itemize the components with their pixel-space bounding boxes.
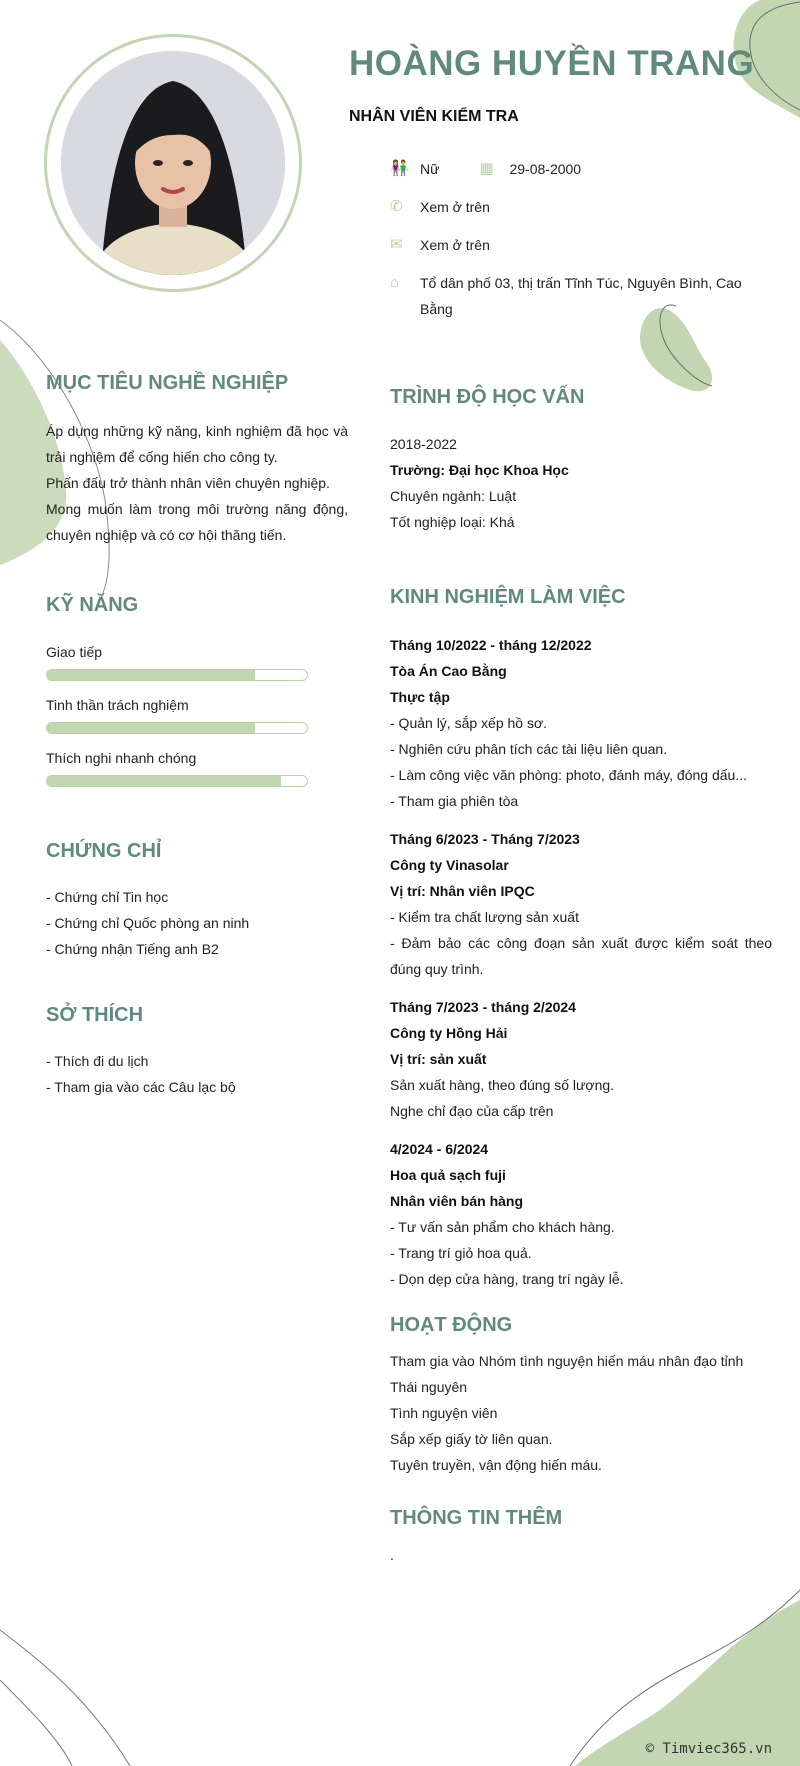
- activity-line: Sắp xếp giấy tờ liên quan.: [390, 1431, 553, 1447]
- job-detail: Nghe chỉ đạo của cấp trên: [390, 1103, 554, 1119]
- email-value: Xem ở trên: [420, 237, 490, 253]
- education-block: [390, 431, 772, 535]
- skill-bar: [46, 722, 308, 734]
- job-detail: - Kiểm tra chất lượng sản xuất: [390, 909, 579, 925]
- hobbies-list: [46, 1048, 348, 1100]
- job-period: Tháng 7/2023 - tháng 2/2024: [390, 999, 576, 1015]
- education-title: TRÌNH ĐỘ HỌC VẤN: [390, 386, 585, 408]
- skill-item: [46, 642, 308, 681]
- job-role: Nhân viên bán hàng: [390, 1193, 524, 1209]
- job-detail: Sản xuất hàng, theo đúng số lượng.: [390, 1077, 615, 1093]
- avatar-portrait-icon: [61, 51, 285, 275]
- calendar-icon: ▦: [479, 160, 494, 177]
- home-icon: ⌂: [390, 274, 400, 291]
- personal-row: [390, 156, 760, 182]
- hobbies-title: SỞ THÍCH: [46, 1004, 144, 1026]
- skill-bar: [46, 775, 308, 787]
- phone-row: [390, 194, 760, 220]
- phone-icon: ✆: [390, 198, 403, 215]
- job-detail: - Dọn dẹp cửa hàng, trang trí ngày lễ.: [390, 1271, 624, 1287]
- experience-title: KINH NGHIỆM LÀM VIỆC: [390, 586, 626, 608]
- education-period: 2018-2022: [390, 436, 457, 452]
- certificate-item: - Chứng chỉ Tin học: [46, 889, 169, 905]
- skill-bar-fill: [47, 776, 281, 786]
- education-school: Trường: Đại học Khoa Học: [390, 462, 569, 478]
- extra-info-title: THÔNG TIN THÊM: [390, 1507, 563, 1529]
- job-detail: - Quản lý, sắp xếp hồ sơ.: [390, 715, 548, 731]
- birthday-value: 29-08-2000: [509, 161, 582, 177]
- activity-line: Tham gia vào Nhóm tình nguyện hiến máu nhân đạo tỉnh Thái nguyên: [390, 1353, 744, 1395]
- skill-label: Giao tiếp: [46, 644, 103, 660]
- certificates-list: [46, 884, 348, 962]
- skill-label: Thích nghi nhanh chóng: [46, 750, 197, 766]
- hobby-item: - Thích đi du lịch: [46, 1053, 149, 1069]
- skill-bar: [46, 669, 308, 681]
- job-detail: - Nghiên cứu phân tích các tài liệu liên quan.: [390, 741, 668, 757]
- skills-title: KỸ NĂNG: [46, 594, 139, 616]
- address-row: [390, 270, 760, 322]
- address-value: Tổ dân phố 03, thị trấn Tĩnh Túc, Nguyên Bình, Cao Bằng: [420, 275, 742, 317]
- job-company: Tòa Án Cao Bằng: [390, 663, 507, 679]
- objective-text: [46, 418, 348, 548]
- people-icon: 👫: [390, 160, 409, 177]
- job-detail: - Trang trí giỏ hoa quả.: [390, 1245, 532, 1261]
- job-item: [390, 1136, 772, 1292]
- objective-line: Mong muốn làm trong môi trường năng động, chuyên nghiệp và có cơ hội thăng tiến.: [46, 501, 348, 543]
- job-detail: - Tư vấn sản phẩm cho khách hàng.: [390, 1219, 615, 1235]
- job-detail: - Tham gia phiên tòa: [390, 793, 519, 809]
- skill-item: [46, 695, 308, 734]
- objective-line: Phấn đấu trở thành nhân viên chuyên nghiệp.: [46, 475, 330, 491]
- job-company: Công ty Vinasolar: [390, 857, 509, 873]
- skill-label: Tinh thần trách nghiệm: [46, 697, 189, 713]
- job-detail: - Làm công việc văn phòng: photo, đánh máy, đóng dấu...: [390, 767, 747, 783]
- job-company: Công ty Hồng Hải: [390, 1025, 508, 1041]
- objective-title: MỤC TIÊU NGHỀ NGHIỆP: [46, 372, 289, 394]
- job-period: Tháng 6/2023 - Tháng 7/2023: [390, 831, 580, 847]
- job-period: Tháng 10/2022 - tháng 12/2022: [390, 637, 592, 653]
- skill-bar-fill: [47, 670, 255, 680]
- contact-info: [390, 156, 760, 334]
- certificate-item: - Chứng chỉ Quốc phòng an ninh: [46, 915, 250, 931]
- candidate-name: HOÀNG HUYỀN TRANG: [349, 44, 755, 83]
- job-detail: - Đảm bảo các công đoạn sản xuất được kiểm soát theo đúng quy trình.: [390, 935, 772, 977]
- job-item: [390, 632, 772, 814]
- activity-line: Tình nguyện viên: [390, 1405, 498, 1421]
- education-grade: Tốt nghiệp loại: Khá: [390, 514, 515, 530]
- activity-line: Tuyên truyền, vận động hiến máu.: [390, 1457, 602, 1473]
- avatar: [61, 51, 285, 275]
- activities-title: HOẠT ĐỘNG: [390, 1314, 513, 1336]
- gender-value: Nữ: [420, 161, 440, 177]
- education-major: Chuyên ngành: Luật: [390, 488, 517, 504]
- job-role: Thực tập: [390, 689, 450, 705]
- certificates-title: CHỨNG CHỈ: [46, 840, 162, 862]
- job-period: 4/2024 - 6/2024: [390, 1141, 489, 1157]
- experience-list: [390, 632, 772, 1292]
- envelope-icon: ✉: [390, 236, 403, 253]
- objective-line: Áp dụng những kỹ năng, kinh nghiệm đã học và trải nghiệm để cống hiến cho công ty.: [46, 423, 348, 465]
- job-item: [390, 994, 772, 1124]
- job-company: Hoa quả sạch fuji: [390, 1167, 506, 1183]
- avatar-frame: [44, 34, 302, 292]
- hobby-item: - Tham gia vào các Câu lạc bộ: [46, 1079, 236, 1095]
- job-item: [390, 826, 772, 982]
- footer-brand: © Timviec365.vn: [645, 1741, 772, 1757]
- phone-value: Xem ở trên: [420, 199, 490, 215]
- certificate-item: - Chứng nhận Tiếng anh B2: [46, 941, 219, 957]
- activities-list: [390, 1348, 772, 1478]
- email-row: [390, 232, 760, 258]
- job-role: Vị trí: Nhân viên IPQC: [390, 883, 535, 899]
- job-role: Vị trí: sản xuất: [390, 1051, 487, 1067]
- extra-info-text: .: [390, 1547, 394, 1563]
- skill-bar-fill: [47, 723, 255, 733]
- skill-item: [46, 748, 308, 787]
- candidate-position: NHÂN VIÊN KIỂM TRA: [349, 108, 519, 125]
